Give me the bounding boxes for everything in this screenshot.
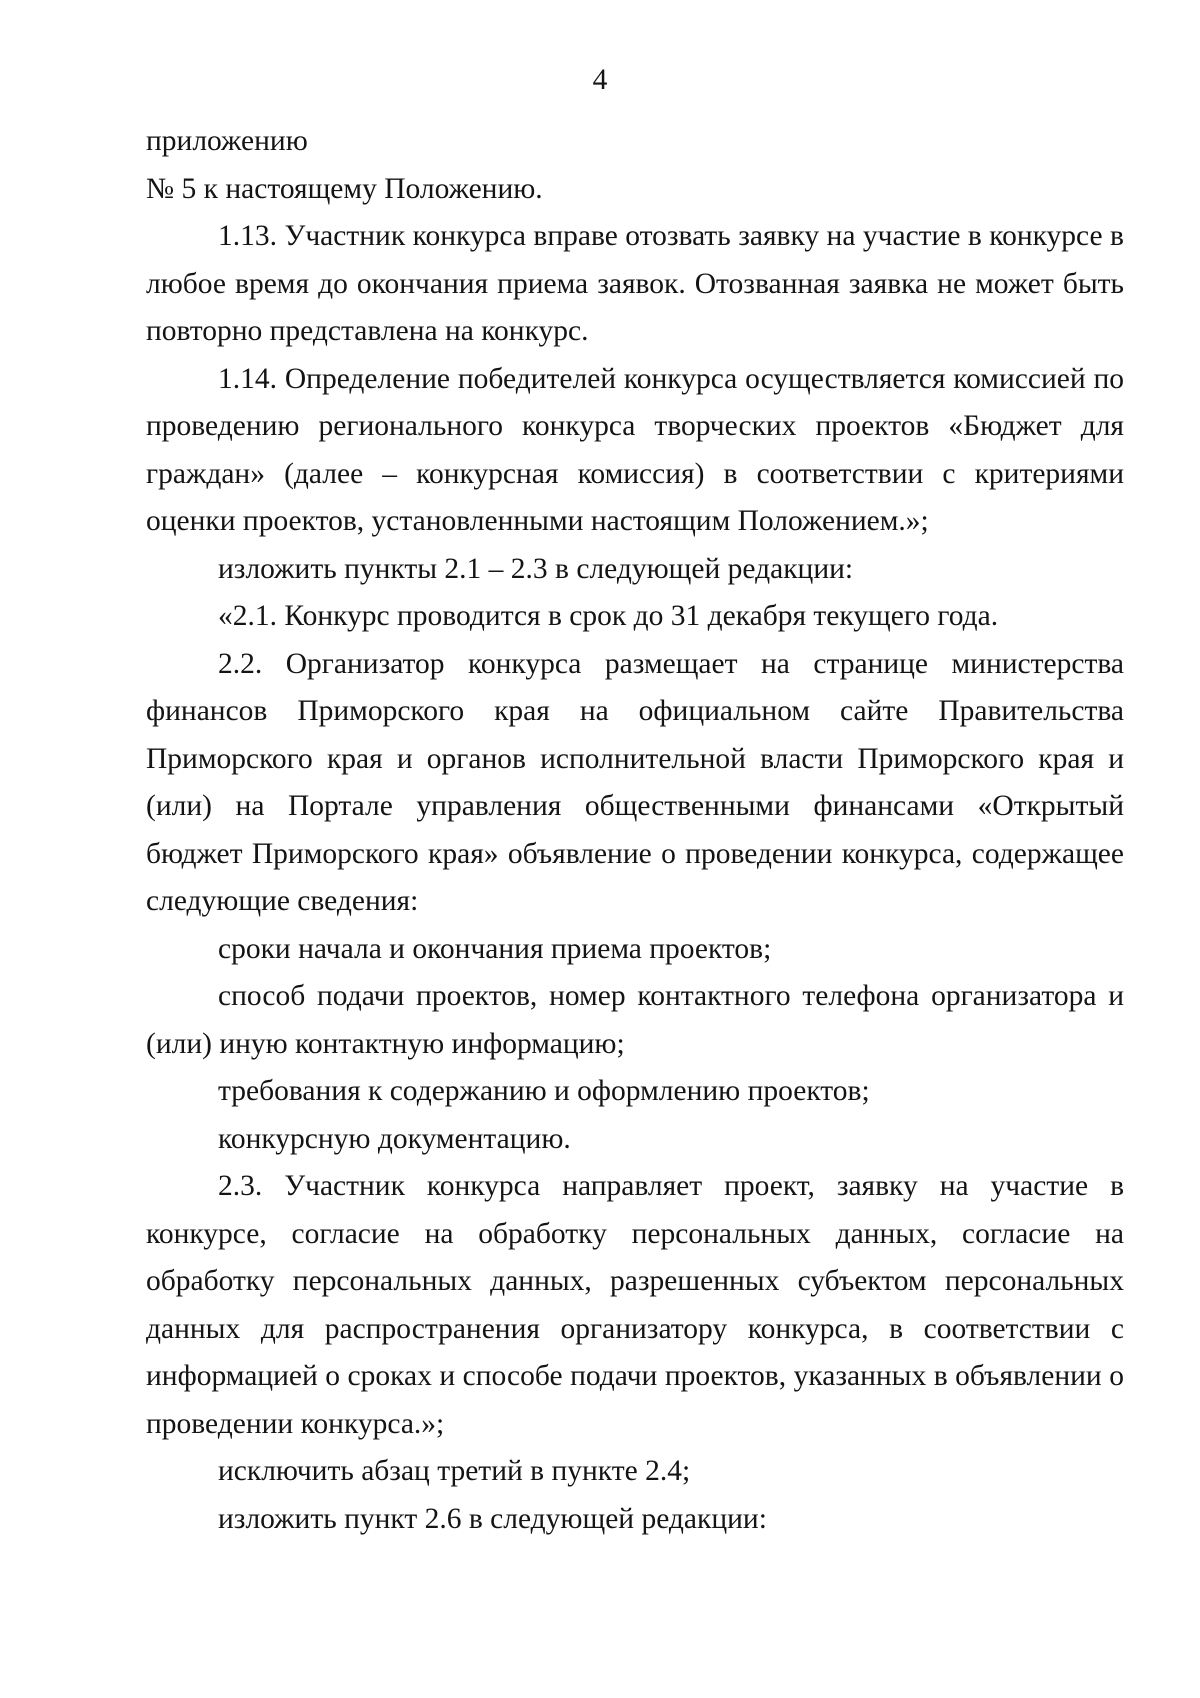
paragraph: изложить пункты 2.1 – 2.3 в следующей редакции: bbox=[218, 552, 854, 585]
paragraph: изложить пункт 2.6 в следующей редакции: bbox=[218, 1502, 767, 1535]
paragraph: 2.2. Организатор конкурса размещает на странице министерства финансов Приморского края на официальном сайте Правительства Приморского края и органов исполнительной власти Приморского края и (или) на Портале управления общественными финансами «Открытый бюджет Приморского края» объявление о проведении конкурса, содержащее следующие сведения: bbox=[146, 647, 1124, 917]
paragraph: требования к содержанию и оформлению проектов; bbox=[218, 1075, 870, 1107]
paragraph: 2.3. Участник конкурса направляет проект, заявку на участие в конкурсе, согласие на обработку персональных данных, согласие на обработку персональных данных, разрешенных субъектом персональных данных для распространения организатору конкурса, в соответствии с информацией о сроках и способе подачи проектов, указанных в объявлении о проведении конкурса.»; bbox=[146, 1170, 1124, 1440]
paragraph: сроки начала и окончания приема проектов; bbox=[218, 932, 772, 965]
paragraph: 1.13. Участник конкурса вправе отозвать заявку на участие в конкурсе в любое время до окончания приема заявок. Отозванная заявка не может быть повторно представлена на конкурс. bbox=[146, 220, 1124, 347]
paragraph: 1.14. Определение победителей конкурса осуществляется комиссией по проведению регионального конкурса творческих проектов «Бюджет для граждан» (далее – конкурсная комиссия) в соответствии с критериями оценки проектов, установленными настоящим Положением.»; bbox=[146, 362, 1124, 537]
paragraph: конкурсную документацию. bbox=[218, 1122, 571, 1155]
paragraph: № 5 к настоящему Положению. bbox=[146, 172, 543, 205]
page-number: 4 bbox=[592, 64, 608, 96]
paragraph: способ подачи проектов, номер контактного телефона организатора и (или) иную контактную информацию; bbox=[146, 980, 1124, 1060]
paragraph: приложению bbox=[146, 125, 308, 157]
paragraph: «2.1. Конкурс проводится в срок до 31 декабря текущего года. bbox=[218, 600, 999, 632]
paragraph: исключить абзац третий в пункте 2.4; bbox=[218, 1455, 691, 1487]
document-body bbox=[146, 118, 1124, 1543]
